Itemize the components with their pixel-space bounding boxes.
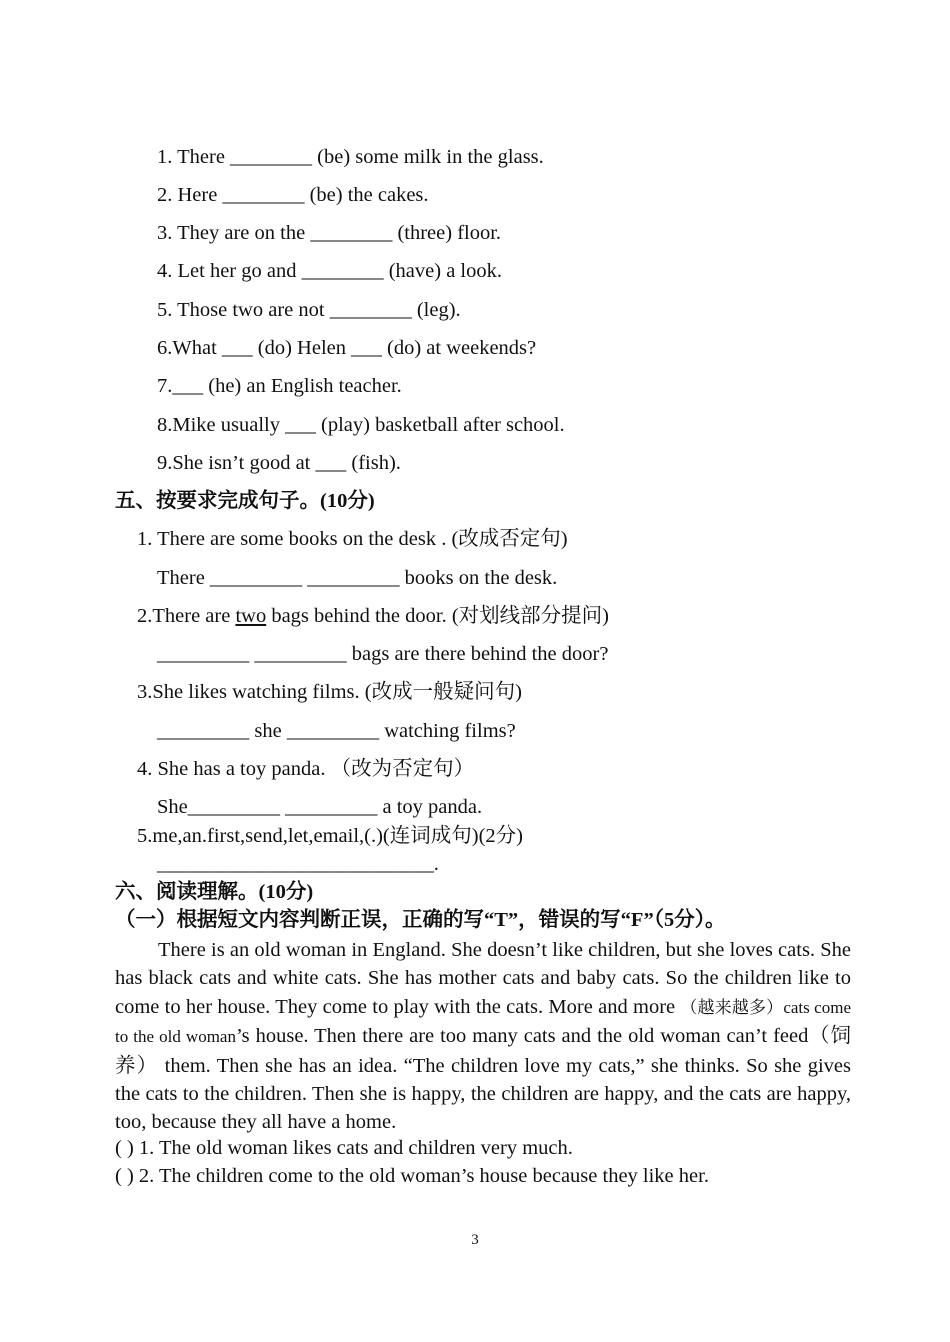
exercise-item-5: 5. Those two are not ________ (leg).: [157, 299, 461, 321]
underlined-word: two: [235, 605, 267, 627]
passage-part-1: There is an old woman in England. She doesn’t like children, but she loves cats. She has black cats and white cats. She has mother cats and baby cats. So the children like to come to her house. They come to play with the cats. More and more: [115, 939, 851, 1018]
sentence-task-3-answer: _________ she _________ watching films?: [157, 720, 516, 742]
true-false-item-2: ( ) 2. The children come to the old woman’s house because they like her.: [115, 1165, 709, 1187]
sentence-task-4: 4. She has a toy panda. （改为否定句）: [137, 758, 475, 780]
passage-part-2: ’s house. Then there are too many cats and the old woman can’t feed（饲养） them. Then she has an idea. “The children love my cats,” she thinks. So she gives the cats to the children. Then she is happy, the children are happy, and the cats are happy, too, because they all have a home.: [115, 1025, 851, 1134]
sentence-task-5: 5.me,an.first,send,let,email,(.)(连词成句)(2分): [137, 825, 523, 847]
page-number: 3: [471, 1232, 479, 1248]
exercise-item-7: 7.___ (he) an English teacher.: [157, 375, 402, 397]
sentence-task-2-end: bags behind the door. (对划线部分提问): [266, 605, 609, 627]
sentence-task-4-answer: She_________ _________ a toy panda.: [157, 796, 483, 818]
sentence-task-5-answer: ___________________________.: [157, 853, 439, 875]
section-5-heading: 五、按要求完成句子。(10分): [115, 490, 375, 512]
sentence-task-2-start: 2.There are: [137, 605, 236, 627]
exercise-item-9: 9.She isn’t good at ___ (fish).: [157, 452, 401, 474]
sentence-task-2: [137, 604, 609, 628]
reading-sub-heading: （一）根据短文内容判断正误，正确的写“T”，错误的写“F”（5分）。: [115, 909, 726, 931]
exercise-item-4: 4. Let her go and ________ (have) a look.: [157, 260, 502, 282]
true-false-item-1: ( ) 1. The old woman likes cats and children very much.: [115, 1137, 573, 1159]
sentence-task-1: 1. There are some books on the desk . (改成否定句): [137, 528, 568, 550]
sentence-task-2-answer: _________ _________ bags are there behind the door?: [157, 643, 609, 665]
section-6-heading: 六、阅读理解。(10分): [115, 881, 314, 903]
exercise-item-8: 8.Mike usually ___ (play) basketball after school.: [157, 414, 565, 436]
exercise-item-3: 3. They are on the ________ (three) floor.: [157, 222, 502, 244]
exercise-item-6: 6.What ___ (do) Helen ___ (do) at weekends?: [157, 337, 537, 359]
sentence-task-1-answer: There _________ _________ books on the desk.: [157, 567, 558, 589]
exercise-item-2: 2. Here ________ (be) the cakes.: [157, 184, 429, 206]
passage-gloss: （越来越多）cats come to the old woman: [115, 997, 851, 1047]
reading-passage: [115, 936, 851, 1137]
sentence-task-3: 3.She likes watching films. (改成一般疑问句): [137, 681, 522, 703]
exercise-item-1: 1. There ________ (be) some milk in the glass.: [157, 146, 544, 168]
